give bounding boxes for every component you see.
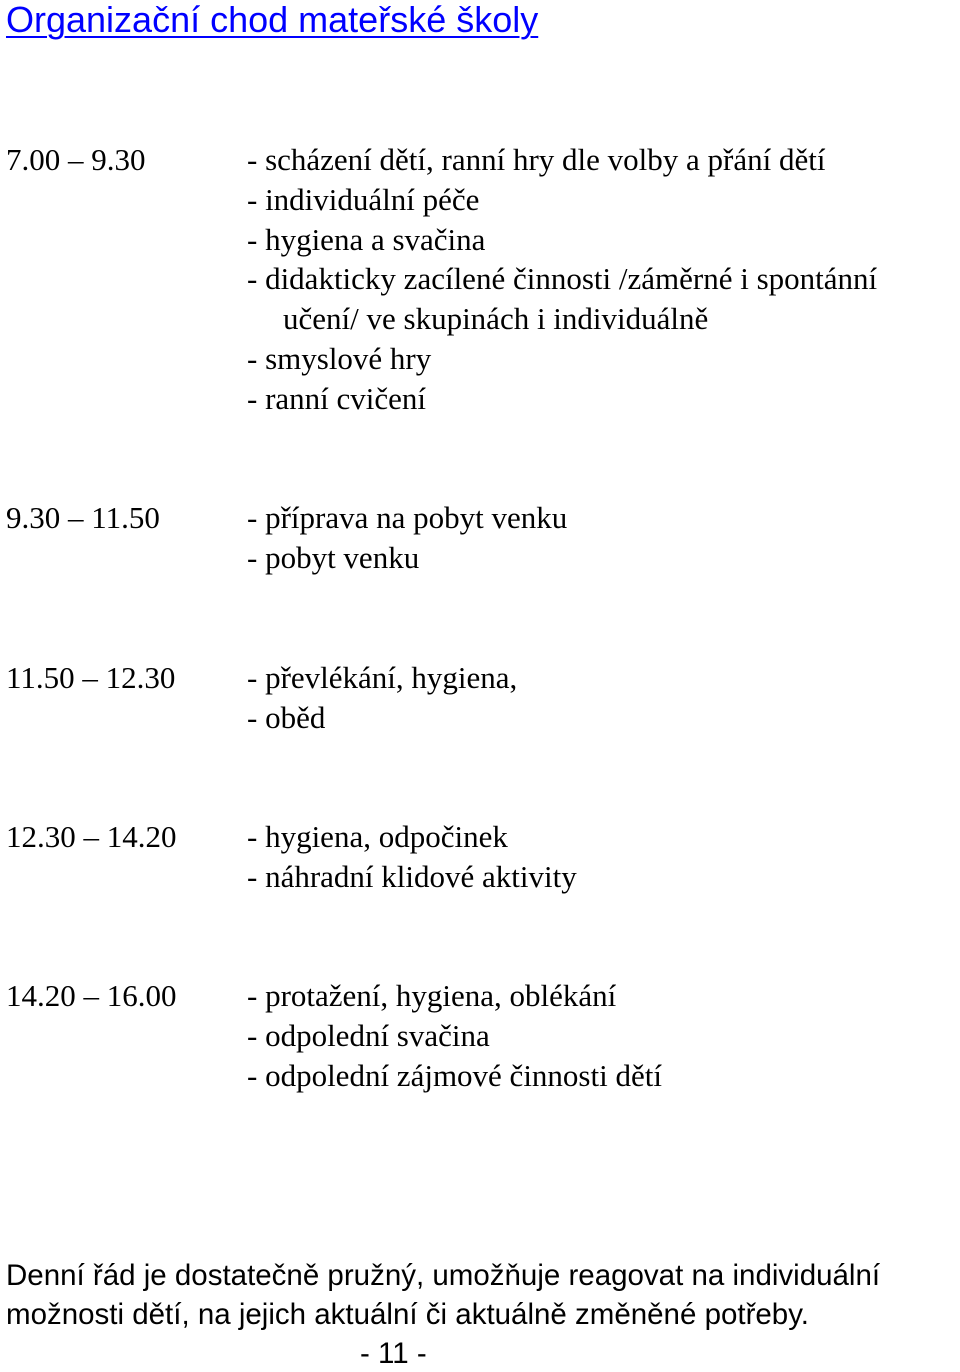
schedule-item: - hygiena, odpočinek	[247, 819, 508, 854]
footer-text-line-2: možnosti dětí, na jejich aktuální či aktuálně změněné potřeby.	[6, 1298, 809, 1331]
page-number: - 11 -	[360, 1337, 427, 1370]
schedule-item: - ranní cvičení	[247, 381, 427, 416]
schedule-item: - příprava na pobyt venku	[247, 500, 568, 535]
schedule-time-1: 7.00 – 9.30	[6, 142, 146, 177]
schedule-item-continuation: učení/ ve skupinách i individuálně	[283, 301, 709, 336]
schedule-item: - náhradní klidové aktivity	[247, 859, 577, 894]
schedule-item: - protažení, hygiena, oblékání	[247, 978, 617, 1013]
schedule-item: - odpolední svačina	[247, 1018, 490, 1053]
schedule-item: - smyslové hry	[247, 341, 432, 376]
page-title-link[interactable]: Organizační chod mateřské školy	[6, 0, 539, 40]
schedule-item: - hygiena a svačina	[247, 222, 486, 257]
schedule-time-4: 12.30 – 14.20	[6, 819, 177, 854]
schedule-item: - pobyt venku	[247, 540, 420, 575]
schedule-item: - převlékání, hygiena,	[247, 660, 518, 695]
schedule-item: - scházení dětí, ranní hry dle volby a přání dětí	[247, 142, 826, 177]
schedule-time-5: 14.20 – 16.00	[6, 978, 177, 1013]
schedule-item: - odpolední zájmové činnosti dětí	[247, 1058, 662, 1093]
footer-text-line-1: Denní řád je dostatečně pružný, umožňuje reagovat na individuální	[6, 1259, 881, 1292]
schedule-time-3: 11.50 – 12.30	[6, 660, 176, 695]
schedule-item: - didakticky zacílené činnosti /záměrné i spontánní	[247, 261, 878, 296]
schedule-item: - individuální péče	[247, 182, 480, 217]
schedule-time-2: 9.30 – 11.50	[6, 500, 160, 535]
schedule-item: - oběd	[247, 700, 326, 735]
